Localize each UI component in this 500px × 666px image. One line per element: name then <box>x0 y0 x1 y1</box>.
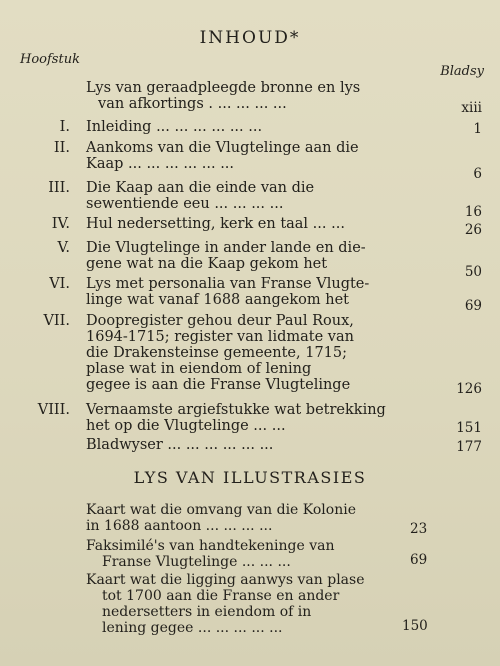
entry-page: 26 <box>464 222 482 238</box>
entry-line: Hul nedersetting, kerk en taal ... ... <box>86 216 345 232</box>
illustration-entry <box>86 572 386 636</box>
illustration-line: in 1688 aantoon ... ... ... ... <box>86 518 273 534</box>
entry-page: 16 <box>464 204 482 220</box>
illustration-page: 69 <box>410 552 428 568</box>
entry-line: Lys van geraadpleegde bronne en lys <box>86 80 361 96</box>
toc-entry <box>0 80 500 114</box>
entry-page: 151 <box>456 420 482 436</box>
toc-entry <box>0 276 500 314</box>
illustration-entry <box>86 502 386 534</box>
chapter-number: I. <box>59 119 70 135</box>
chapter-number: VIII. <box>37 402 70 418</box>
chapter-number: III. <box>48 180 70 196</box>
entry-line: Kaap ... ... ... ... ... ... <box>86 156 235 172</box>
entry-page: 6 <box>473 166 482 182</box>
entry-line: gene wat na die Kaap gekom het <box>86 256 328 272</box>
entry-page: 1 <box>473 121 482 137</box>
illustration-line: Faksimilé's van handtekeninge van <box>86 538 335 554</box>
toc-entry <box>0 313 500 397</box>
entry-line: linge wat vanaf 1688 aangekom het <box>86 292 349 308</box>
chapter-number: VI. <box>49 276 70 292</box>
entry-page: 177 <box>456 439 482 455</box>
illustration-line: Kaart wat die ligging aanwys van plase <box>86 572 365 588</box>
entry-line: Inleiding ... ... ... ... ... ... <box>86 119 263 135</box>
illustrations-heading: LYS VAN ILLUSTRASIES <box>133 468 367 487</box>
entry-line: Lys met personalia van Franse Vlugte- <box>86 276 370 292</box>
illustration-page: 23 <box>410 521 428 537</box>
toc-entry <box>0 240 500 280</box>
entry-line: Doopregister gehou deur Paul Roux, <box>86 313 354 329</box>
illustration-line: Kaart wat die omvang van die Kolonie <box>86 502 356 518</box>
chapter-number: VII. <box>43 313 70 329</box>
illustration-line: Franse Vlugtelinge ... ... ... <box>102 554 291 570</box>
entry-line: Vernaamste argiefstukke wat betrekking <box>86 402 386 418</box>
entry-line: 1694-1715; register van lidmate van <box>86 329 354 345</box>
chapter-number: V. <box>57 240 70 256</box>
illustration-line: tot 1700 aan die Franse en ander <box>102 588 340 604</box>
entry-page: 126 <box>456 381 482 397</box>
entry-line: van afkortings . ... ... ... ... <box>98 96 287 112</box>
chapter-number: II. <box>53 140 70 156</box>
toc-entry <box>0 180 500 220</box>
illustration-page: 150 <box>402 618 428 634</box>
entry-line: sewentiende eeu ... ... ... ... <box>86 196 284 212</box>
entry-page: 69 <box>464 298 482 314</box>
entry-page: xiii <box>461 100 482 116</box>
entry-line: Aankoms van die Vlugtelinge aan die <box>86 140 359 156</box>
toc-entry <box>0 216 500 238</box>
entry-line: Bladwyser ... ... ... ... ... ... <box>86 437 274 453</box>
entry-line: plase wat in eiendom of lening <box>86 361 312 377</box>
illustration-entry <box>86 538 386 570</box>
toc-entry <box>0 437 500 455</box>
entry-line: die Drakensteinse gemeente, 1715; <box>86 345 347 361</box>
toc-entry <box>0 140 500 182</box>
entry-line: het op die Vlugtelinge ... ... <box>86 418 286 434</box>
illustration-line: lening gegee ... ... ... ... ... <box>102 620 283 636</box>
toc-entry <box>0 119 500 137</box>
illustration-line: nedersetters in eiendom of in <box>102 604 312 620</box>
toc-entry <box>0 402 500 436</box>
chapter-number: IV. <box>51 216 70 232</box>
page-column-label: Bladsy <box>440 64 484 79</box>
contents-heading: INHOUD* <box>199 28 301 48</box>
entry-line: Die Kaap aan die einde van die <box>86 180 315 196</box>
entry-line: gegee is aan die Franse Vlugtelinge <box>86 377 351 393</box>
chapter-column-label: Hoofstuk <box>20 52 80 67</box>
entry-page: 50 <box>464 264 482 280</box>
entry-line: Die Vlugtelinge in ander lande en die- <box>86 240 366 256</box>
